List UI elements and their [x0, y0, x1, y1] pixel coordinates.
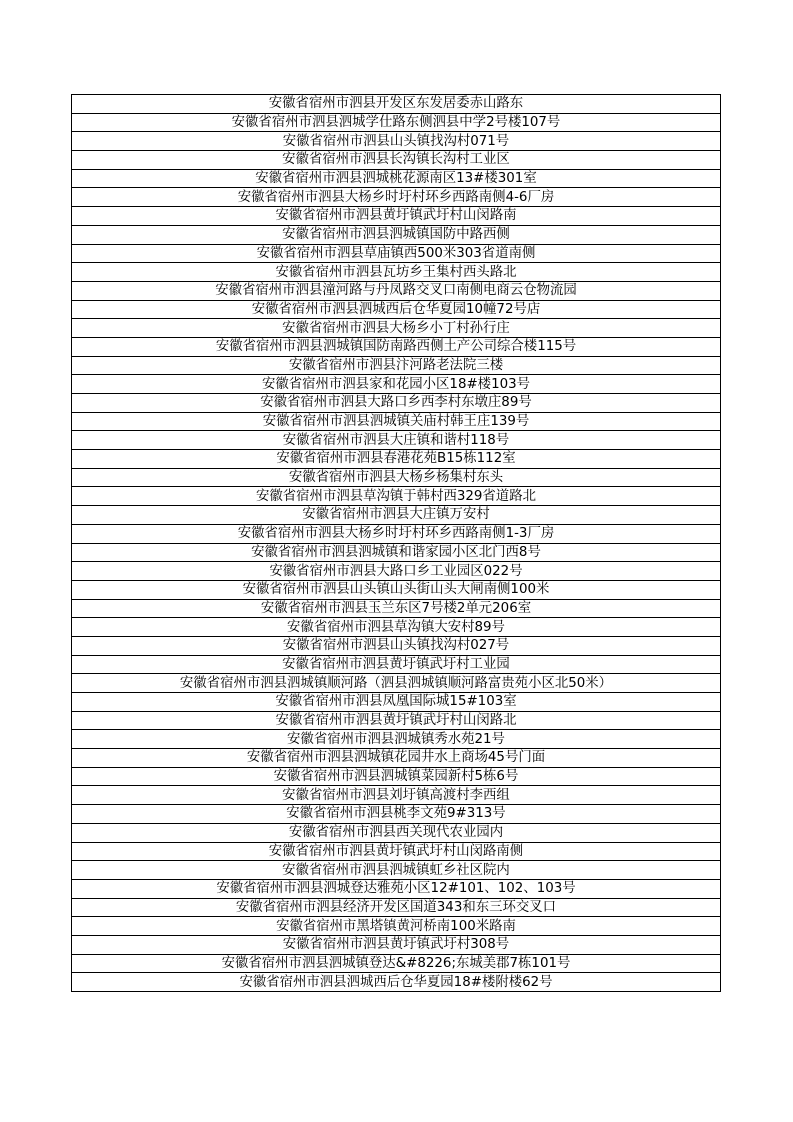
table-row — [72, 319, 721, 338]
table-row — [72, 973, 721, 992]
table-row — [72, 861, 721, 880]
address-cell: 安徽省宿州市泗县大杨乡时圩村环乡西路南侧4-6厂房 — [72, 188, 721, 207]
address-cell: 安徽省宿州市泗县凤凰国际城15#103室 — [72, 693, 721, 712]
table-row — [72, 823, 721, 842]
address-cell: 安徽省宿州市泗县大庄镇和谐村118号 — [72, 431, 721, 450]
table-row — [72, 749, 721, 768]
table-row — [72, 188, 721, 207]
table-row — [72, 281, 721, 300]
address-cell: 安徽省宿州市泗县泗城桃花源南区13#楼301室 — [72, 169, 721, 188]
table-row — [72, 450, 721, 469]
address-cell: 安徽省宿州市泗县桃李文苑9#313号 — [72, 805, 721, 824]
address-cell: 安徽省宿州市泗县泗城镇秀水苑21号 — [72, 730, 721, 749]
table-row — [72, 225, 721, 244]
address-cell: 安徽省宿州市黑塔镇黄河桥南100米路南 — [72, 917, 721, 936]
address-cell: 安徽省宿州市泗县草沟镇大安村89号 — [72, 618, 721, 637]
address-cell: 安徽省宿州市泗县泗城镇花园井水上商场45号门面 — [72, 749, 721, 768]
table-row — [72, 562, 721, 581]
address-cell: 安徽省宿州市泗县泗城镇虹乡社区院内 — [72, 861, 721, 880]
address-cell: 安徽省宿州市泗县大杨乡小丁村孙行庄 — [72, 319, 721, 338]
address-cell: 安徽省宿州市泗县黄圩镇武圩村工业园 — [72, 655, 721, 674]
table-row — [72, 599, 721, 618]
table-row — [72, 693, 721, 712]
address-cell: 安徽省宿州市泗县泗城学仕路东侧泗县中学2号楼107号 — [72, 113, 721, 132]
address-table — [71, 94, 721, 992]
table-row — [72, 300, 721, 319]
address-cell: 安徽省宿州市泗县开发区东发居委赤山路东 — [72, 95, 721, 114]
table-row — [72, 674, 721, 693]
table-row — [72, 375, 721, 394]
table-row — [72, 244, 721, 263]
table-row — [72, 636, 721, 655]
address-cell: 安徽省宿州市泗县泗城镇和谐家园小区北门西8号 — [72, 543, 721, 562]
address-cell: 安徽省宿州市泗县黄圩镇武圩村山闵路南 — [72, 207, 721, 226]
address-cell: 安徽省宿州市泗县刘圩镇高渡村李西组 — [72, 786, 721, 805]
address-cell: 安徽省宿州市泗县黄圩镇武圩村山闵路南侧 — [72, 842, 721, 861]
address-cell: 安徽省宿州市泗县泗城西后仓华夏园18#楼附楼62号 — [72, 973, 721, 992]
address-cell: 安徽省宿州市泗县大庄镇万安村 — [72, 506, 721, 525]
table-row — [72, 207, 721, 226]
address-cell: 安徽省宿州市泗县黄圩镇武圩村308号 — [72, 935, 721, 954]
address-cell: 安徽省宿州市泗县大路口乡工业园区022号 — [72, 562, 721, 581]
table-row — [72, 412, 721, 431]
table-row — [72, 711, 721, 730]
address-cell: 安徽省宿州市泗县泗城镇菜园新村5栋6号 — [72, 767, 721, 786]
address-cell: 安徽省宿州市泗县黄圩镇武圩村山闵路北 — [72, 711, 721, 730]
table-row — [72, 580, 721, 599]
address-cell: 安徽省宿州市泗县泗城镇登达&#8226;东城美郡7栋101号 — [72, 954, 721, 973]
table-row — [72, 468, 721, 487]
address-cell: 安徽省宿州市泗县春港花苑B15栋112室 — [72, 450, 721, 469]
address-cell: 安徽省宿州市泗县草庙镇西500米303省道南侧 — [72, 244, 721, 263]
address-cell: 安徽省宿州市泗县瓦坊乡王集村西头路北 — [72, 263, 721, 282]
table-row — [72, 730, 721, 749]
table-row — [72, 356, 721, 375]
table-row — [72, 113, 721, 132]
table-row — [72, 151, 721, 170]
table-row — [72, 132, 721, 151]
address-cell: 安徽省宿州市泗县汴河路老法院三楼 — [72, 356, 721, 375]
address-cell: 安徽省宿州市泗县潼河路与丹凤路交叉口南侧电商云仓物流园 — [72, 281, 721, 300]
address-cell: 安徽省宿州市泗县泗城登达雅苑小区12#101、102、103号 — [72, 879, 721, 898]
address-cell: 安徽省宿州市泗县泗城西后仓华夏园10幢72号店 — [72, 300, 721, 319]
table-row — [72, 431, 721, 450]
address-cell: 安徽省宿州市泗县山头镇找沟村071号 — [72, 132, 721, 151]
table-row — [72, 618, 721, 637]
address-cell: 安徽省宿州市泗县草沟镇于韩村西329省道路北 — [72, 487, 721, 506]
table-row — [72, 935, 721, 954]
address-cell: 安徽省宿州市泗县家和花园小区18#楼103号 — [72, 375, 721, 394]
address-cell: 安徽省宿州市泗县泗城镇关庙村韩王庄139号 — [72, 412, 721, 431]
address-cell: 安徽省宿州市泗县山头镇山头街山头大闸南侧100米 — [72, 580, 721, 599]
table-row — [72, 842, 721, 861]
table-row — [72, 898, 721, 917]
address-cell: 安徽省宿州市泗县泗城镇顺河路（泗县泗城镇顺河路富贵苑小区北50米） — [72, 674, 721, 693]
table-row — [72, 524, 721, 543]
table-row — [72, 655, 721, 674]
address-cell: 安徽省宿州市泗县泗城镇国防南路西侧土产公司综合楼115号 — [72, 337, 721, 356]
address-cell: 安徽省宿州市泗县经济开发区国道343和东三环交叉口 — [72, 898, 721, 917]
table-row — [72, 786, 721, 805]
address-cell: 安徽省宿州市泗县大路口乡西李村东墩庄89号 — [72, 394, 721, 413]
table-row — [72, 543, 721, 562]
address-cell: 安徽省宿州市泗县泗城镇国防中路西侧 — [72, 225, 721, 244]
address-cell: 安徽省宿州市泗县长沟镇长沟村工业区 — [72, 151, 721, 170]
table-row — [72, 506, 721, 525]
table-row — [72, 95, 721, 114]
address-list — [72, 95, 721, 992]
table-row — [72, 337, 721, 356]
table-row — [72, 767, 721, 786]
table-row — [72, 169, 721, 188]
address-cell: 安徽省宿州市泗县大杨乡时圩村环乡西路南侧1-3厂房 — [72, 524, 721, 543]
table-row — [72, 487, 721, 506]
table-row — [72, 805, 721, 824]
address-cell: 安徽省宿州市泗县西关现代农业园内 — [72, 823, 721, 842]
table-row — [72, 917, 721, 936]
table-row — [72, 263, 721, 282]
table-row — [72, 954, 721, 973]
address-cell: 安徽省宿州市泗县玉兰东区7号楼2单元206室 — [72, 599, 721, 618]
address-cell: 安徽省宿州市泗县大杨乡杨集村东头 — [72, 468, 721, 487]
table-row — [72, 394, 721, 413]
table-row — [72, 879, 721, 898]
address-cell: 安徽省宿州市泗县山头镇找沟村027号 — [72, 636, 721, 655]
